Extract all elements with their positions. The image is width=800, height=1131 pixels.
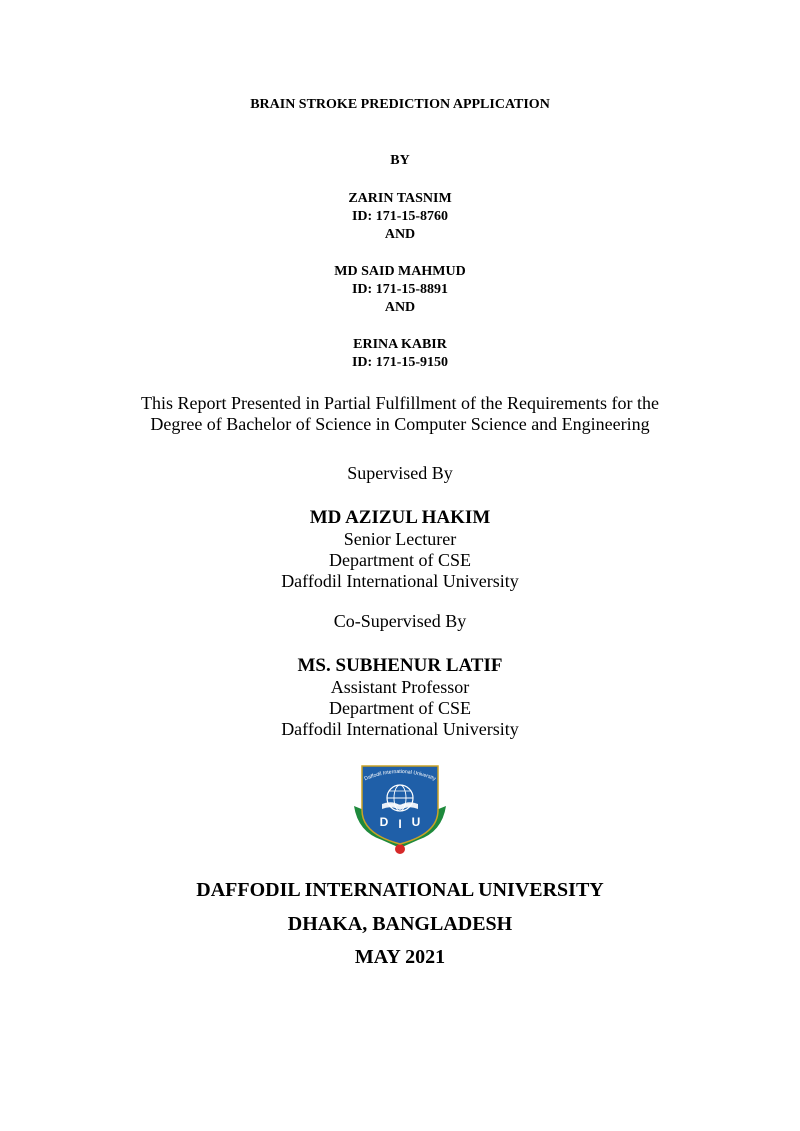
author-name: MD SAID MAHMUD: [334, 264, 466, 279]
logo-letter: D: [379, 815, 389, 829]
co-supervisor-department: Department of CSE: [329, 698, 471, 718]
author-id: ID: 171-15-8891: [351, 282, 449, 297]
supervisor-title: Senior Lecturer: [343, 529, 457, 549]
report-title: BRAIN STROKE PREDICTION APPLICATION: [250, 97, 550, 112]
logo-letter: I: [398, 817, 402, 831]
supervisor-name: MD AZIZUL HAKIM: [309, 507, 491, 528]
logo-text: Daffodil International University: [363, 768, 437, 783]
author-name: ERINA KABIR: [353, 337, 447, 352]
author-id: ID: 171-15-8760: [351, 209, 449, 224]
co-supervisor-title: Assistant Professor: [330, 677, 470, 697]
logo-letter: U: [411, 815, 421, 829]
footer-location: DHAKA, BANGLADESH: [287, 913, 513, 935]
university-logo-icon: [352, 760, 448, 856]
footer-date: MAY 2021: [354, 946, 446, 968]
statement-line: Degree of Bachelor of Science in Computer Science and Engineering: [150, 414, 650, 434]
co-supervisor-name: MS. SUBHENUR LATIF: [297, 655, 503, 676]
co-supervisor-university: Daffodil International University: [281, 719, 519, 739]
supervisor-university: Daffodil International University: [281, 571, 519, 591]
co-supervised-by-label: Co-Supervised By: [333, 611, 467, 631]
and-label: AND: [384, 227, 416, 242]
footer-university: DAFFODIL INTERNATIONAL UNIVERSITY: [196, 879, 604, 901]
author-name: ZARIN TASNIM: [348, 191, 452, 206]
by-label: BY: [390, 153, 410, 168]
supervised-by-label: Supervised By: [347, 463, 453, 483]
supervisor-department: Department of CSE: [329, 550, 471, 570]
author-id: ID: 171-15-9150: [351, 355, 449, 370]
statement-line: This Report Presented in Partial Fulfillment of the Requirements for the: [141, 393, 659, 413]
and-label: AND: [384, 300, 416, 315]
